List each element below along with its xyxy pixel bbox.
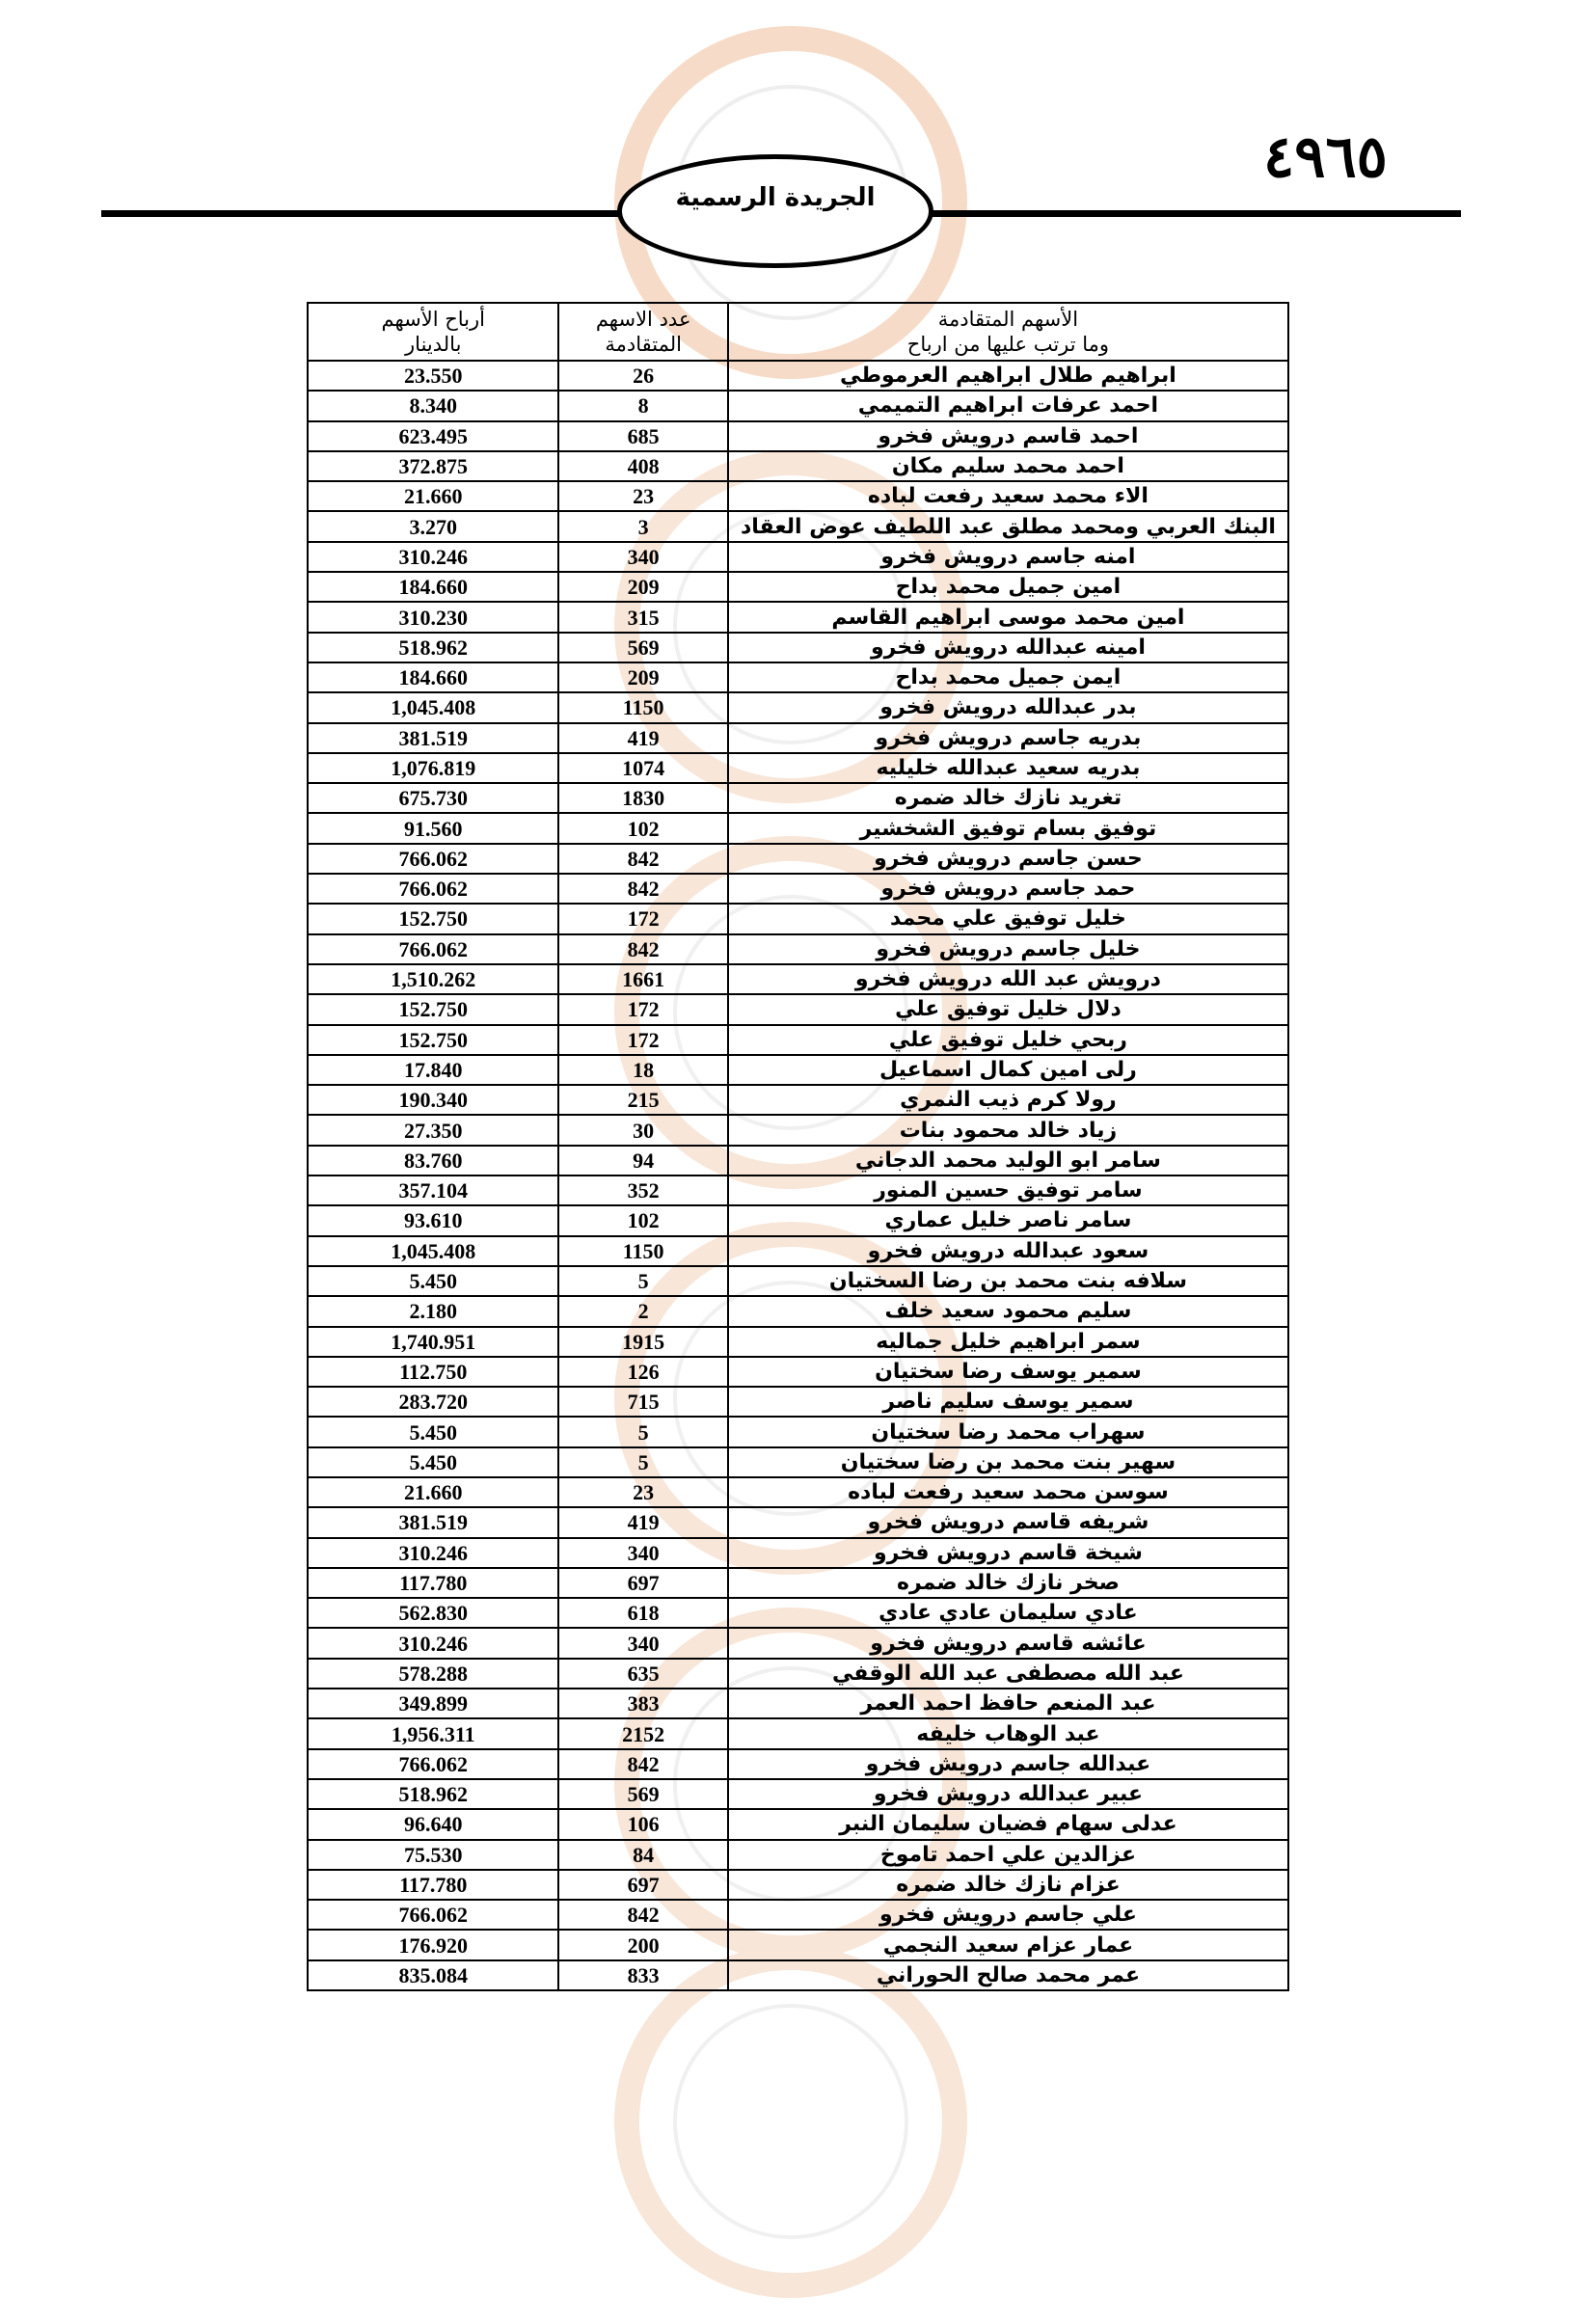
holder-name: الاء محمد سعيد رفعت لباده (728, 481, 1288, 511)
table-row (308, 1718, 1288, 1748)
holder-name: سلافه بنت محمد بن رضا السختيان (728, 1266, 1288, 1296)
page-number: ٤٩٦٥ (1263, 123, 1388, 191)
holder-name: امنه جاسم درويش فخرو (728, 542, 1288, 572)
dividend-amount: 310.230 (308, 602, 558, 632)
share-count: 340 (558, 1538, 727, 1568)
table-row (308, 994, 1288, 1024)
holder-name: احمد قاسم درويش فخرو (728, 421, 1288, 451)
holder-name: عبير عبدالله درويش فخرو (728, 1779, 1288, 1809)
table-row (308, 1659, 1288, 1689)
holder-name: شريفه قاسم درويش فخرو (728, 1507, 1288, 1537)
dividend-amount: 184.660 (308, 572, 558, 602)
dividend-amount: 381.519 (308, 1507, 558, 1537)
holder-name: احمد عرفات ابراهيم التميمي (728, 391, 1288, 420)
table-body (308, 361, 1288, 1990)
holder-name: عمر محمد صالح الحوراني (728, 1960, 1288, 1990)
dividend-amount: 766.062 (308, 1749, 558, 1779)
dividend-amount: 17.840 (308, 1055, 558, 1085)
dividend-amount: 5.450 (308, 1417, 558, 1446)
table-row (308, 1538, 1288, 1568)
table-row (308, 1628, 1288, 1658)
dividend-amount: 310.246 (308, 542, 558, 572)
share-count: 23 (558, 481, 727, 511)
holder-name: سمر ابراهيم خليل جماليه (728, 1327, 1288, 1357)
table-row (308, 783, 1288, 813)
header-count-text: عدد الاسهم المتقادمة (595, 308, 691, 356)
table-row (308, 1749, 1288, 1779)
share-count: 172 (558, 904, 727, 933)
share-count: 26 (558, 361, 727, 391)
share-count: 569 (558, 633, 727, 662)
dividend-amount: 349.899 (308, 1689, 558, 1718)
holder-name: عزام نازك خالد ضمره (728, 1870, 1288, 1900)
holder-name: سامر ناصر خليل عماري (728, 1205, 1288, 1235)
holder-name: عدلى سهام فضيان سليمان النبر (728, 1809, 1288, 1839)
holder-name: عبدالله جاسم درويش فخرو (728, 1749, 1288, 1779)
table-row (308, 572, 1288, 602)
share-count: 1074 (558, 753, 727, 783)
table-row (308, 964, 1288, 994)
holder-name: علي جاسم درويش فخرو (728, 1900, 1288, 1930)
holder-name: عبد المنعم حافظ احمد العمر (728, 1689, 1288, 1718)
dividend-amount: 27.350 (308, 1115, 558, 1145)
holder-name: تغريد نازك خالد ضمره (728, 783, 1288, 813)
dividend-amount: 8.340 (308, 391, 558, 420)
dividend-amount: 835.084 (308, 1960, 558, 1990)
header-dividends (308, 303, 558, 361)
share-count: 419 (558, 723, 727, 753)
holder-name: خليل جاسم درويش فخرو (728, 934, 1288, 964)
holder-name: صخر نازك خالد ضمره (728, 1568, 1288, 1598)
holder-name: عائشه قاسم درويش فخرو (728, 1628, 1288, 1658)
holder-name: توفيق بسام توفيق الشخشير (728, 813, 1288, 843)
dividend-amount: 152.750 (308, 994, 558, 1024)
share-count: 697 (558, 1870, 727, 1900)
share-count: 1915 (558, 1327, 727, 1357)
share-count: 172 (558, 1025, 727, 1055)
table-row (308, 391, 1288, 420)
table-row (308, 1115, 1288, 1145)
dividend-amount: 1,076.819 (308, 753, 558, 783)
dividend-amount: 3.270 (308, 511, 558, 541)
holder-name: سوسن محمد سعيد رفعت لباده (728, 1477, 1288, 1507)
share-count: 106 (558, 1809, 727, 1839)
dividend-amount: 2.180 (308, 1296, 558, 1326)
dividend-amount: 1,045.408 (308, 1236, 558, 1266)
table-row (308, 1236, 1288, 1266)
holder-name: عبد الله مصطفى عبد الله الوقفي (728, 1659, 1288, 1689)
holder-name: عمار عزام سعيد النجمي (728, 1930, 1288, 1959)
share-count: 383 (558, 1689, 727, 1718)
share-count: 5 (558, 1266, 727, 1296)
table-row (308, 1146, 1288, 1176)
holder-name: امين جميل محمد بداح (728, 572, 1288, 602)
share-count: 1150 (558, 692, 727, 722)
dividend-amount: 117.780 (308, 1870, 558, 1900)
holder-name: رلى امين كمال اسماعيل (728, 1055, 1288, 1085)
header-count (558, 303, 727, 361)
share-count: 635 (558, 1659, 727, 1689)
table-row (308, 361, 1288, 391)
holder-name: سليم محمود سعيد خلف (728, 1296, 1288, 1326)
dividend-amount: 190.340 (308, 1085, 558, 1115)
dividend-amount: 518.962 (308, 1779, 558, 1809)
holder-name: زياد خالد محمود بنات (728, 1115, 1288, 1145)
holder-name: البنك العربي ومحمد مطلق عبد اللطيف عوض العقاد (728, 511, 1288, 541)
holder-name: درويش عبد الله درويش فخرو (728, 964, 1288, 994)
table-row (308, 1779, 1288, 1809)
holder-name: عزالدين علي احمد تاموخ (728, 1840, 1288, 1870)
shares-table (307, 302, 1289, 1991)
table-row (308, 1598, 1288, 1628)
table-row (308, 662, 1288, 692)
holder-name: احمد محمد سليم مكان (728, 451, 1288, 481)
table-row (308, 602, 1288, 632)
dividend-amount: 310.246 (308, 1628, 558, 1658)
table-row (308, 1176, 1288, 1205)
share-count: 3 (558, 511, 727, 541)
share-count: 84 (558, 1840, 727, 1870)
holder-name: عبد الوهاب خليفه (728, 1718, 1288, 1748)
table-row (308, 1809, 1288, 1839)
share-count: 94 (558, 1146, 727, 1176)
share-count: 842 (558, 1749, 727, 1779)
share-count: 315 (558, 602, 727, 632)
dividend-amount: 1,510.262 (308, 964, 558, 994)
table-row (308, 1840, 1288, 1870)
dividend-amount: 518.962 (308, 633, 558, 662)
dividend-amount: 310.246 (308, 1538, 558, 1568)
dividend-amount: 176.920 (308, 1930, 558, 1959)
dividend-amount: 5.450 (308, 1447, 558, 1477)
holder-name: بدر عبدالله درويش فخرو (728, 692, 1288, 722)
share-count: 23 (558, 1477, 727, 1507)
table-row (308, 1447, 1288, 1477)
table-row (308, 481, 1288, 511)
table-row (308, 874, 1288, 904)
share-count: 340 (558, 542, 727, 572)
dividend-amount: 357.104 (308, 1176, 558, 1205)
share-count: 340 (558, 1628, 727, 1658)
dividend-amount: 381.519 (308, 723, 558, 753)
table-row (308, 633, 1288, 662)
header-shares-text: الأسهم المتقادمة وما ترتب عليها من ارباح (906, 308, 1110, 356)
share-count: 569 (558, 1779, 727, 1809)
holder-name: شيخة قاسم درويش فخرو (728, 1538, 1288, 1568)
share-count: 1150 (558, 1236, 727, 1266)
table-row (308, 511, 1288, 541)
share-count: 18 (558, 1055, 727, 1085)
table-row (308, 1025, 1288, 1055)
table-row (308, 1507, 1288, 1537)
holder-name: خليل توفيق علي محمد (728, 904, 1288, 933)
table-header-row (308, 303, 1288, 361)
share-count: 408 (558, 451, 727, 481)
table-row (308, 1477, 1288, 1507)
share-count: 126 (558, 1357, 727, 1387)
table-row (308, 542, 1288, 572)
dividend-amount: 766.062 (308, 844, 558, 874)
dividend-amount: 112.750 (308, 1357, 558, 1387)
holder-name: حمد جاسم درويش فخرو (728, 874, 1288, 904)
holder-name: سامر توفيق حسين المنور (728, 1176, 1288, 1205)
dividend-amount: 1,956.311 (308, 1718, 558, 1748)
holder-name: ربحي خليل توفيق علي (728, 1025, 1288, 1055)
dividend-amount: 675.730 (308, 783, 558, 813)
holder-name: ايمن جميل محمد بداح (728, 662, 1288, 692)
dividend-amount: 152.750 (308, 1025, 558, 1055)
table-row (308, 1568, 1288, 1598)
share-count: 2152 (558, 1718, 727, 1748)
share-count: 5 (558, 1417, 727, 1446)
dividend-amount: 766.062 (308, 934, 558, 964)
share-count: 102 (558, 813, 727, 843)
table-row (308, 844, 1288, 874)
dividend-amount: 152.750 (308, 904, 558, 933)
share-count: 2 (558, 1296, 727, 1326)
table-row (308, 1930, 1288, 1959)
dividend-amount: 283.720 (308, 1387, 558, 1417)
dividend-amount: 83.760 (308, 1146, 558, 1176)
table-row (308, 1327, 1288, 1357)
holder-name: سهير بنت محمد بن رضا سختيان (728, 1447, 1288, 1477)
share-count: 842 (558, 934, 727, 964)
dividend-amount: 1,740.951 (308, 1327, 558, 1357)
table-row (308, 753, 1288, 783)
journal-title-oval (617, 154, 933, 268)
header-shares (728, 303, 1288, 361)
holder-name: عادي سليمان عادي عادي (728, 1598, 1288, 1628)
journal-title: الجريدة الرسمية (675, 183, 876, 212)
share-count: 200 (558, 1930, 727, 1959)
share-count: 1830 (558, 783, 727, 813)
holder-name: سمير يوسف رضا سختيان (728, 1357, 1288, 1387)
table-row (308, 1205, 1288, 1235)
share-count: 5 (558, 1447, 727, 1477)
share-count: 209 (558, 662, 727, 692)
holder-name: رولا كرم ذيب النمري (728, 1085, 1288, 1115)
dividend-amount: 93.610 (308, 1205, 558, 1235)
holder-name: سامر ابو الوليد محمد الدجاني (728, 1146, 1288, 1176)
share-count: 30 (558, 1115, 727, 1145)
table-row (308, 934, 1288, 964)
table-row (308, 813, 1288, 843)
share-count: 8 (558, 391, 727, 420)
holder-name: امينه عبدالله درويش فخرو (728, 633, 1288, 662)
holder-name: ابراهيم طلال ابراهيم العرموطي (728, 361, 1288, 391)
dividend-amount: 96.640 (308, 1809, 558, 1839)
share-count: 172 (558, 994, 727, 1024)
holder-name: دلال خليل توفيق علي (728, 994, 1288, 1024)
table-row (308, 421, 1288, 451)
dividend-amount: 766.062 (308, 1900, 558, 1930)
share-count: 209 (558, 572, 727, 602)
table-row (308, 1960, 1288, 1990)
holder-name: بدريه جاسم درويش فخرو (728, 723, 1288, 753)
table-row (308, 1055, 1288, 1085)
holder-name: سعود عبدالله درويش فخرو (728, 1236, 1288, 1266)
table-row (308, 1266, 1288, 1296)
dividend-amount: 184.660 (308, 662, 558, 692)
dividend-amount: 91.560 (308, 813, 558, 843)
dividend-amount: 75.530 (308, 1840, 558, 1870)
table-row (308, 723, 1288, 753)
holder-name: سمير يوسف سليم ناصر (728, 1387, 1288, 1417)
share-count: 833 (558, 1960, 727, 1990)
share-count: 842 (558, 844, 727, 874)
table-row (308, 1387, 1288, 1417)
dividend-amount: 623.495 (308, 421, 558, 451)
table-row (308, 1296, 1288, 1326)
table-row (308, 1870, 1288, 1900)
dividend-amount: 372.875 (308, 451, 558, 481)
table-row (308, 1085, 1288, 1115)
share-count: 842 (558, 874, 727, 904)
table-row (308, 1900, 1288, 1930)
dividend-amount: 1,045.408 (308, 692, 558, 722)
dividend-amount: 117.780 (308, 1568, 558, 1598)
table-row (308, 1417, 1288, 1446)
share-count: 1661 (558, 964, 727, 994)
dividend-amount: 5.450 (308, 1266, 558, 1296)
share-count: 102 (558, 1205, 727, 1235)
table-row (308, 451, 1288, 481)
dividend-amount: 766.062 (308, 874, 558, 904)
dividend-amount: 562.830 (308, 1598, 558, 1628)
share-count: 618 (558, 1598, 727, 1628)
header-dividends-text: أرباح الأسهم بالدينار (381, 308, 485, 356)
share-count: 842 (558, 1900, 727, 1930)
table-row (308, 904, 1288, 933)
holder-name: سهراب محمد رضا سختيان (728, 1417, 1288, 1446)
holder-name: حسن جاسم درويش فخرو (728, 844, 1288, 874)
share-count: 685 (558, 421, 727, 451)
holder-name: بدريه سعيد عبدالله خليليه (728, 753, 1288, 783)
share-count: 697 (558, 1568, 727, 1598)
dividend-amount: 21.660 (308, 1477, 558, 1507)
dividend-amount: 21.660 (308, 481, 558, 511)
holder-name: امين محمد موسى ابراهيم القاسم (728, 602, 1288, 632)
share-count: 715 (558, 1387, 727, 1417)
share-count: 215 (558, 1085, 727, 1115)
table-row (308, 1357, 1288, 1387)
dividend-amount: 23.550 (308, 361, 558, 391)
share-count: 419 (558, 1507, 727, 1537)
table-row (308, 1689, 1288, 1718)
share-count: 352 (558, 1176, 727, 1205)
dividend-amount: 578.288 (308, 1659, 558, 1689)
table-row (308, 692, 1288, 722)
